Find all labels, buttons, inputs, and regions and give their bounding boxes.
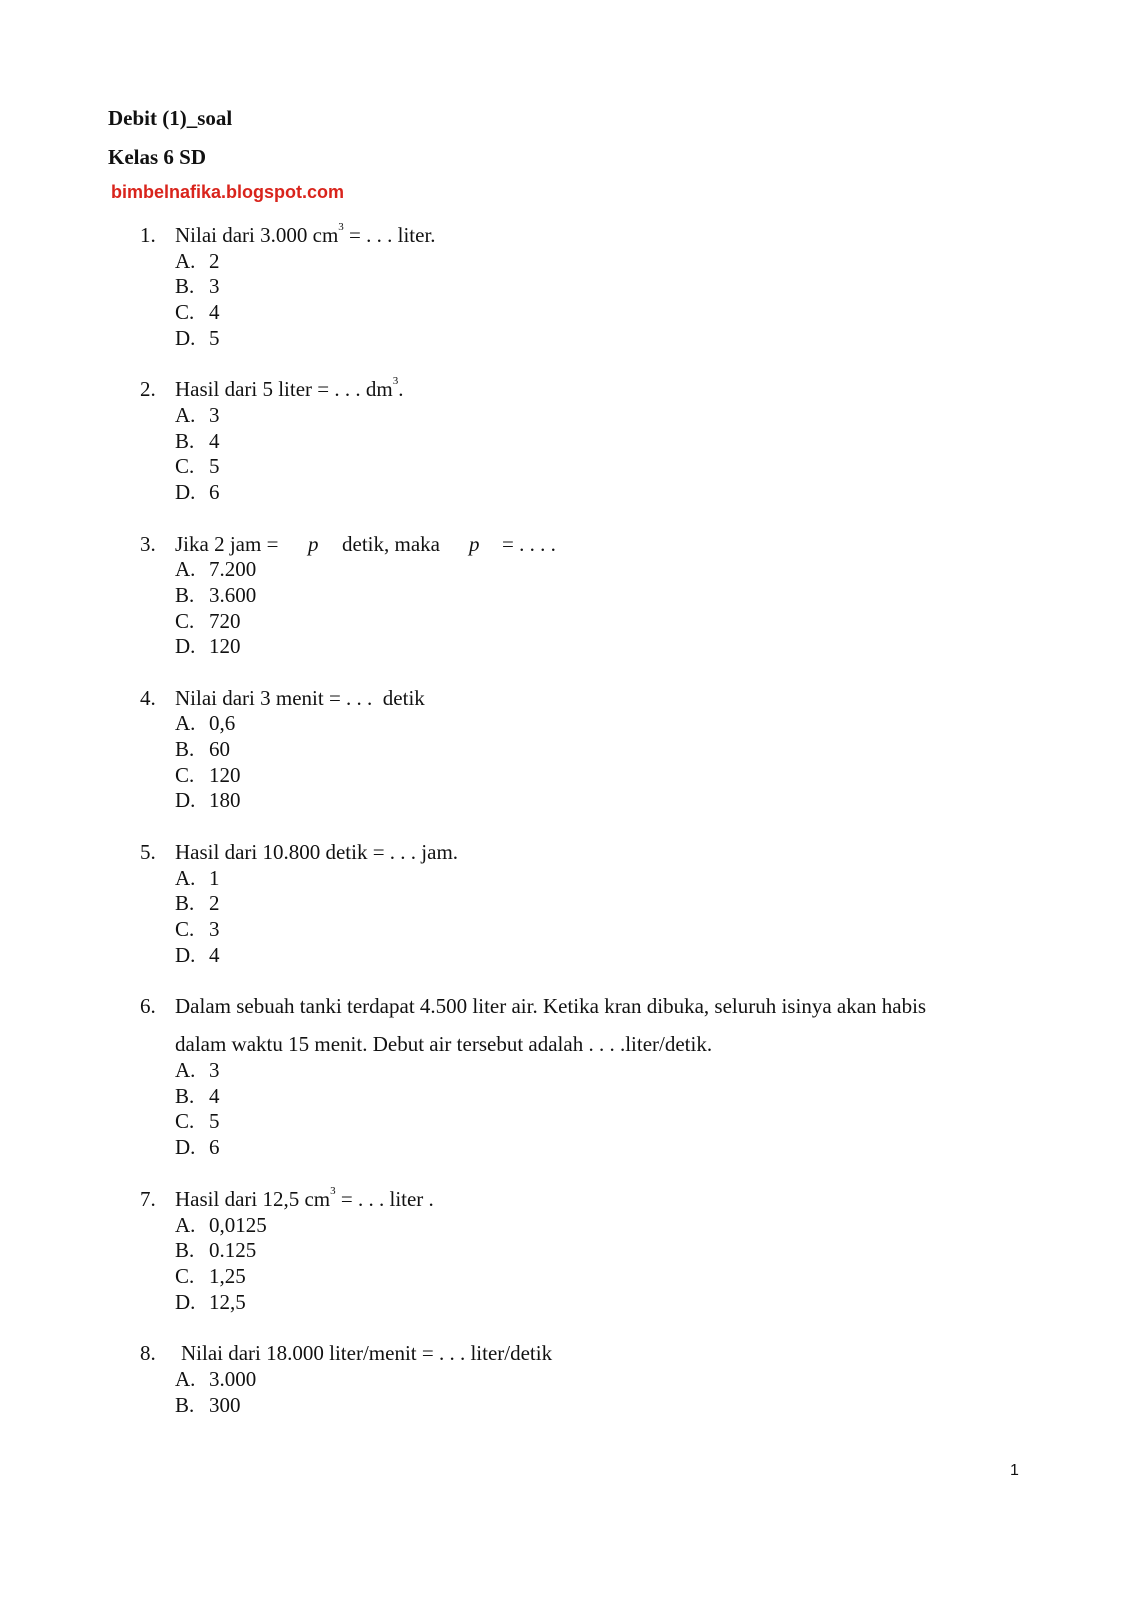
- question-text: Nilai dari 3 menit = . . . detik: [175, 686, 425, 710]
- answer-option: C. 4: [175, 300, 220, 324]
- answer-option: D. 5: [175, 326, 220, 350]
- question-number: 6.: [140, 994, 156, 1018]
- question-text: Nilai dari 18.000 liter/menit = . . . liter/detik: [181, 1341, 553, 1365]
- answer-option: A. 1: [175, 866, 220, 890]
- question-text-part: Jika 2 jam =: [175, 532, 279, 556]
- answer-option: D. 120: [175, 634, 241, 658]
- answer-option: B. 3: [175, 274, 220, 298]
- answer-option: B. 0.125: [175, 1238, 257, 1262]
- answer-option: B. 60: [175, 737, 230, 761]
- question-number: 1.: [140, 223, 156, 247]
- answer-option: A. 2: [175, 249, 220, 273]
- answer-option: B. 300: [175, 1393, 241, 1417]
- question-text-line1: Dalam sebuah tanki terdapat 4.500 liter air. Ketika kran dibuka, seluruh isinya akan habis: [175, 994, 927, 1018]
- document-title: Debit (1)_soal: [108, 106, 233, 130]
- answer-option: A. 7.200: [175, 557, 257, 581]
- variable-p: p: [469, 532, 480, 556]
- grade-heading: Kelas 6 SD: [108, 145, 207, 169]
- answer-option: A. 3: [175, 1058, 220, 1082]
- answer-option: C. 720: [175, 609, 241, 633]
- answer-option: B. 3.600: [175, 583, 257, 607]
- question-number: 5.: [140, 840, 156, 864]
- question-text: Hasil dari 10.800 detik = . . . jam.: [175, 840, 459, 864]
- answer-option: C. 5: [175, 454, 220, 478]
- question-number: 7.: [140, 1187, 156, 1211]
- question-text: Nilai dari 3.000 $cm^3$ = . . . liter.: [175, 221, 436, 247]
- answer-option: C. 5: [175, 1109, 220, 1133]
- answer-option: C. 3: [175, 917, 220, 941]
- answer-option: A. 3: [175, 403, 220, 427]
- page-number: 1: [1010, 1462, 1019, 1479]
- question-text-part: = . . . .: [502, 532, 556, 556]
- answer-option: B. 4: [175, 1084, 220, 1108]
- answer-option: A. 0,6: [175, 711, 236, 735]
- question-number: 8.: [140, 1341, 156, 1365]
- question-text-line2: dalam waktu 15 menit. Debut air tersebut adalah . . . .liter/detik.: [175, 1032, 713, 1056]
- answer-option: D. 6: [175, 1135, 220, 1159]
- site-watermark: bimbelnafika.blogspot.com: [111, 182, 345, 202]
- answer-option: B. 2: [175, 891, 220, 915]
- answer-option: D. 4: [175, 943, 220, 967]
- answer-option: D. 12,5: [175, 1290, 246, 1314]
- answer-option: C. 1,25: [175, 1264, 246, 1288]
- question-text: Hasil dari 5 liter = . . . $dm^3$.: [175, 375, 404, 401]
- variable-p: p: [308, 532, 319, 556]
- question-text-part: detik, maka: [342, 532, 440, 556]
- question-number: 3.: [140, 532, 156, 556]
- question-number: 2.: [140, 377, 156, 401]
- answer-option: A. 0,0125: [175, 1213, 267, 1237]
- answer-option: D. 180: [175, 788, 241, 812]
- question-text: Hasil dari 12,5 $cm^3$ = . . . liter .: [175, 1185, 434, 1211]
- question-number: 4.: [140, 686, 156, 710]
- answer-option: A. 3.000: [175, 1367, 257, 1391]
- answer-option: D. 6: [175, 480, 220, 504]
- answer-option: C. 120: [175, 763, 241, 787]
- answer-option: B. 4: [175, 429, 220, 453]
